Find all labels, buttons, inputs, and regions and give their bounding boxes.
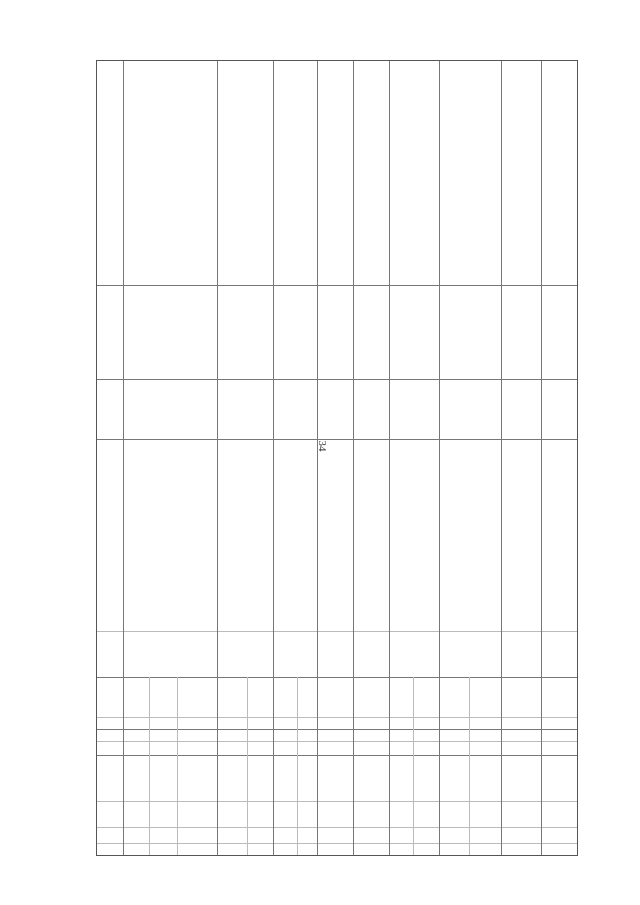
- row-divider: [97, 439, 577, 440]
- column-divider: [501, 61, 502, 855]
- row-divider: [97, 717, 577, 718]
- column-divider: [317, 61, 318, 855]
- subcolumn-divider: [149, 677, 150, 855]
- column-divider: [217, 61, 218, 855]
- subcolumn-divider: [413, 677, 414, 855]
- row-divider: [97, 801, 577, 802]
- subcolumn-divider: [297, 677, 298, 855]
- row-divider: [97, 827, 577, 828]
- column-divider: [389, 61, 390, 855]
- data-table: [96, 60, 578, 856]
- subcolumn-divider: [247, 677, 248, 855]
- row-divider: [97, 755, 577, 756]
- subcolumn-divider: [177, 677, 178, 855]
- column-divider: [541, 61, 542, 855]
- page-number: 34: [316, 440, 328, 452]
- row-divider: [97, 285, 577, 286]
- row-divider: [97, 677, 577, 678]
- row-divider: [97, 631, 577, 632]
- column-divider: [123, 61, 124, 855]
- row-divider: [97, 379, 577, 380]
- column-divider: [273, 61, 274, 855]
- row-divider: [97, 741, 577, 742]
- subcolumn-divider: [469, 677, 470, 855]
- row-divider: [97, 843, 577, 844]
- column-divider: [353, 61, 354, 855]
- column-divider: [439, 61, 440, 855]
- row-divider: [97, 729, 577, 730]
